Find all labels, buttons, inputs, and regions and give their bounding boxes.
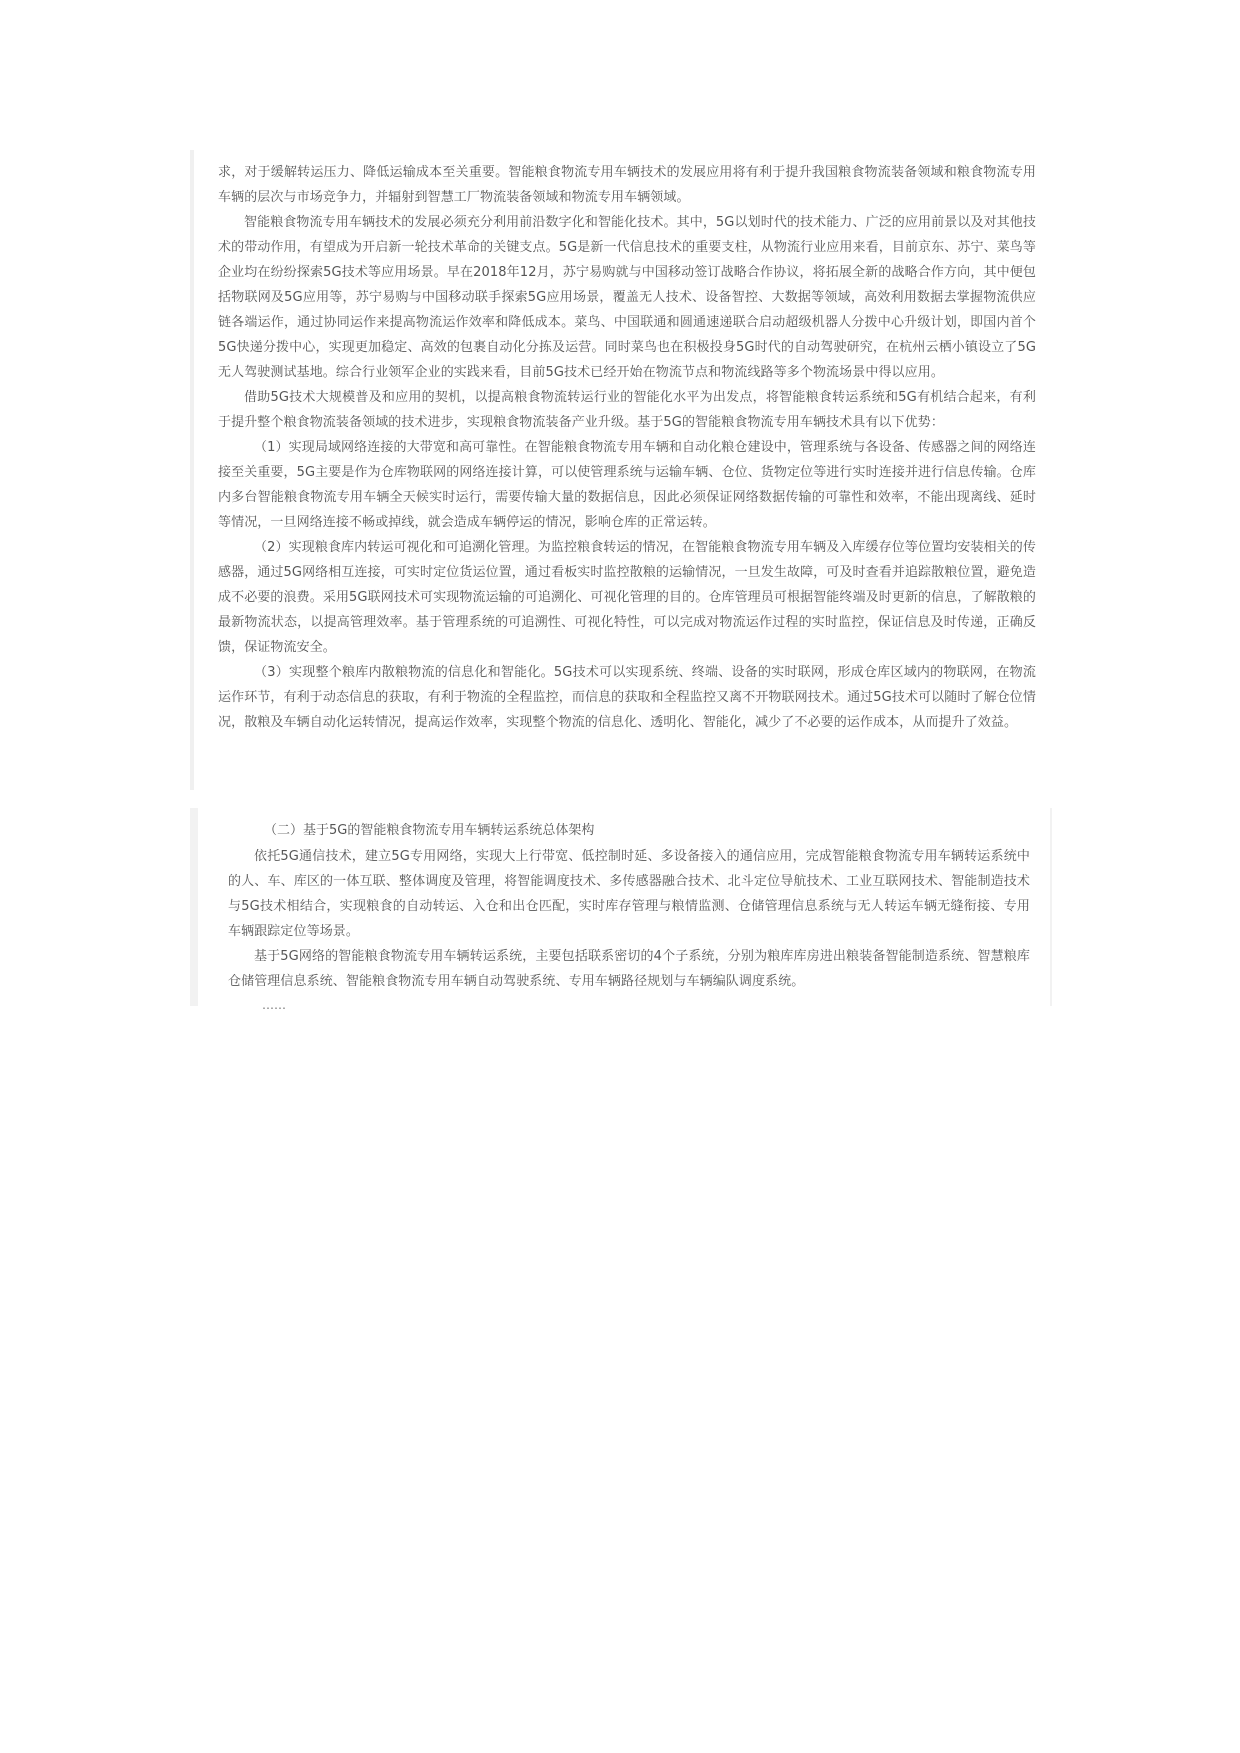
paragraph-subsystems: 基于5G网络的智能粮食物流专用车辆转运系统，主要包括联系密切的4个子系统，分别为粮库库房进出粮装备智能制造系统、智慧粮库仓储管理信息系统、智能粮食物流专用车辆自动驾驶系统、专用车辆路径规划与车辆编队调度系统。 <box>228 949 1030 989</box>
list-item-advantage-1: （1）实现局域网络连接的大带宽和高可靠性。在智能粮食物流专用车辆和自动化粮仓建设中，管理系统与各设备、传感器之间的网络连接至关重要，5G主要是作为仓库物联网的网络连接计算，可以使管理系统与运输车辆、仓位、货物定位等进行实时连接并进行信息传输。仓库内多台智能粮食物流专用车辆全天候实时运行，需要传输大量的数据信息，因此必须保证网络数据传输的可靠性和效率，不能出现离线、延时等情况，一旦网络连接不畅或掉线，就会造成车辆停运的情况，影响仓库的正常运转。 <box>218 440 1036 530</box>
paragraph-continuation: 求，对于缓解转运压力、降低运输成本至关重要。智能粮食物流专用车辆技术的发展应用将有利于提升我国粮食物流装备领域和粮食物流专用车辆的层次与市场竞争力，并辐射到智慧工厂物流装备领域和物流专用车辆领域。 <box>218 165 1036 205</box>
article-block-architecture <box>190 808 1052 1012</box>
ellipsis-text: …… <box>262 998 286 1012</box>
paragraph-5g-technology: 智能粮食物流专用车辆技术的发展必须充分利用前沿数字化和智能化技术。其中，5G以划时代的技术能力、广泛的应用前景以及对其他技术的带动作用，有望成为开启新一轮技术革命的关键支点。5G是新一代信息技术的重要支柱，从物流行业应用来看，目前京东、苏宁、菜鸟等企业均在纷纷探索5G技术等应用场景。早在2018年12月，苏宁易购就与中国移动签订战略合作协议，将拓展全新的战略合作方向，其中便包括物联网及5G应用等，苏宁易购与中国移动联手探索5G应用场景，覆盖无人技术、设备智控、大数据等领域，高效利用数据去掌握物流供应链各端运作，通过协同运作来提高物流运作效率和降低成本。菜鸟、中国联通和圆通速递联合启动超级机器人分拨中心升级计划，即国内首个5G快递分拨中心，实现更加稳定、高效的包裹自动化分拣及运营。同时菜鸟也在积极投身5G时代的自动驾驶研究，在杭州云栖小镇设立了5G无人驾驶测试基地。综合行业领军企业的实践来看，目前5G技术已经开始在物流节点和物流线路等多个物流场景中得以应用。 <box>218 215 1036 380</box>
article-block-main <box>190 150 1036 790</box>
section-heading: （二）基于5G的智能粮食物流专用车辆转运系统总体架构 <box>264 823 595 838</box>
list-item-advantage-3: （3）实现整个粮库内散粮物流的信息化和智能化。5G技术可以实现系统、终端、设备的实时联网，形成仓库区域内的物联网，在物流运作环节，有利于动态信息的获取，有利于物流的全程监控，而信息的获取和全程监控又离不开物联网技术。通过5G技术可以随时了解仓位情况，散粮及车辆自动化运转情况，提高运作效率，实现整个物流的信息化、透明化、智能化，减少了不必要的运作成本，从而提升了效益。 <box>218 665 1036 730</box>
paragraph-advantages-intro: 借助5G技术大规模普及和应用的契机，以提高粮食物流转运行业的智能化水平为出发点，将智能粮食转运系统和5G有机结合起来，有利于提升整个粮食物流装备领域的技术进步，实现粮食物流装备产业升级。基于5G的智能粮食物流专用车辆技术具有以下优势： <box>218 390 1036 430</box>
list-item-advantage-2: （2）实现粮食库内转运可视化和可追溯化管理。为监控粮食转运的情况，在智能粮食物流专用车辆及入库缓存位等位置均安装相关的传感器，通过5G网络相互连接，可实时定位货运位置，通过看板实时监控散粮的运输情况，一旦发生故障，可及时查看并追踪散粮位置，避免造成不必要的浪费。采用5G联网技术可实现物流运输的可追溯化、可视化管理的目的。仓库管理员可根据智能终端及时更新的信息，了解散粮的最新物流状态，以提高管理效率。基于管理系统的可追溯性、可视化特性，可以完成对物流运作过程的实时监控，保证信息及时传递，正确反馈，保证物流安全。 <box>218 540 1036 655</box>
paragraph-architecture-overview: 依托5G通信技术，建立5G专用网络，实现大上行带宽、低控制时延、多设备接入的通信应用，完成智能粮食物流专用车辆转运系统中的人、车、库区的一体互联、整体调度及管理，将智能调度技术、多传感器融合技术、北斗定位导航技术、工业互联网技术、智能制造技术与5G技术相结合，实现粮食的自动转运、入仓和出仓匹配，实时库存管理与粮情监测、仓储管理信息系统与无人转运车辆无缝衔接、专用车辆跟踪定位等场景。 <box>228 849 1030 939</box>
